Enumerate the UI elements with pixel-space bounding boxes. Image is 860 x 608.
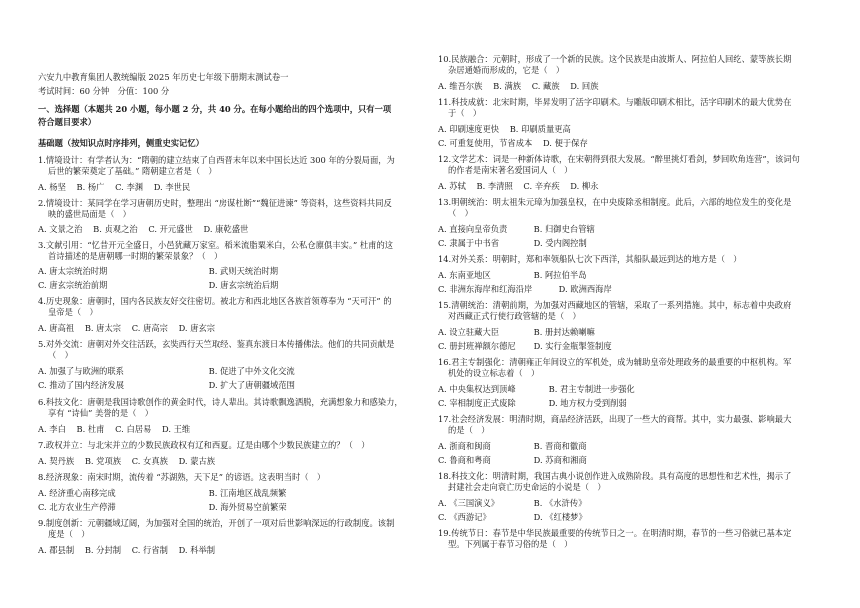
option-row	[438, 512, 828, 523]
question-stem: 机处的设立标志着（ ）	[448, 368, 540, 378]
option-row	[438, 138, 828, 149]
option[interactable]: A. 设立驻藏大臣	[438, 327, 500, 337]
question-stem: 1.情境设计：有学者认为：“隋朝的建立结束了自西晋末年以来中国长达近 300 年的分裂局面，为	[38, 155, 395, 165]
question-stem: （ ）	[448, 208, 473, 218]
option-row	[38, 424, 428, 435]
option-row	[38, 224, 428, 235]
question-stem: 4.历史现象：唐朝时，国内各民族友好交往密切。被北方和西北地区各族首领尊奉为 “天可汗” 的	[38, 296, 392, 306]
question-stem: 于（ ）	[448, 108, 482, 118]
option[interactable]: C. 女真族	[131, 456, 168, 466]
option[interactable]: B. 君主专制进一步强化	[548, 384, 635, 394]
option[interactable]: D. 实行金瓶掣签制度	[533, 341, 612, 351]
option-row	[438, 384, 828, 395]
question-stem: 2.情境设计：某同学在学习唐朝历史时，整理出 “房谋杜断”“魏征进谏” 等资料，这些资料共同反	[38, 198, 392, 208]
option[interactable]: D. 柳永	[570, 181, 599, 191]
option[interactable]: D. 《红楼梦》	[533, 512, 587, 522]
option[interactable]: C. 藏族	[531, 81, 560, 91]
option-row	[438, 181, 828, 192]
option[interactable]: C. 鲁商和粤商	[438, 455, 491, 465]
option[interactable]: A. 浙商和闽商	[438, 441, 491, 451]
option[interactable]: A. 唐高祖	[38, 323, 75, 333]
question-stem: 19.传统节日：春节是中华民族最重要的传统节日之一。在明清时期，春节的一些习俗就已基本定	[438, 528, 792, 538]
option[interactable]: B. 唐太宗	[84, 323, 122, 333]
question-stem: 3.文献引用：“忆昔开元全盛日，小邑犹藏万家室。稻米流脂粟米白，公私仓廪俱丰实。” 杜甫的这	[38, 240, 394, 250]
option-row	[38, 545, 428, 556]
option[interactable]: B. 促进了中外文化交流	[208, 366, 295, 376]
subsection-heading: 基础题（按知识点时序排列，侧重史实记忆）	[38, 138, 204, 148]
option[interactable]: B. 李清照	[476, 181, 513, 191]
option[interactable]: A. 李白	[38, 424, 66, 434]
option[interactable]: A. 文景之治	[38, 224, 83, 234]
option[interactable]: C. 北方农业生产停滞	[38, 502, 116, 512]
option[interactable]: C. 李渊	[115, 182, 144, 192]
option[interactable]: D. 受内阁控制	[533, 238, 587, 248]
option[interactable]: D. 李世民	[153, 182, 191, 192]
option-row	[438, 284, 828, 295]
option-row	[38, 323, 428, 334]
question-stem: 13.明朝统治：明太祖朱元璋为加强皇权，在中央废除丞相制度。此后，六部的地位发生的变化是	[438, 197, 792, 207]
question-stem: 15.清朝统治：清朝前期，为加强对西藏地区的管辖，采取了一系列措施。其中，标志着中央政府	[438, 300, 792, 310]
question-stem: （ ）	[48, 350, 73, 360]
option[interactable]: B. 晋商和徽商	[533, 441, 587, 451]
option-row	[38, 488, 428, 499]
option[interactable]: C. 辛弃疾	[523, 181, 560, 191]
option[interactable]: C. 隶属于中书省	[438, 238, 500, 248]
option[interactable]: B. 贞观之治	[93, 224, 138, 234]
option-row	[438, 441, 828, 452]
option[interactable]: C. 开元盛世	[148, 224, 193, 234]
option[interactable]: B. 印刷质量更高	[509, 124, 571, 134]
option[interactable]: A. 契丹族	[38, 456, 75, 466]
option[interactable]: A. 经济重心南移完成	[38, 488, 116, 498]
question-stem: 首诗描述的是唐朝哪一时期的繁荣景象？（ ）	[48, 251, 223, 261]
question-stem: 皇帝是（ ）	[48, 307, 98, 317]
option-row	[438, 238, 828, 249]
question-stem: 度是（ ）	[48, 529, 90, 539]
option[interactable]: C. 唐玄宗统治前期	[38, 280, 108, 290]
option-row	[438, 398, 828, 409]
option-row	[438, 270, 828, 281]
option[interactable]: B. 武则天统治时期	[208, 266, 279, 276]
option[interactable]: B. 满族	[493, 81, 522, 91]
option[interactable]: D. 苏商和湘商	[533, 455, 587, 465]
option[interactable]: A. 杨坚	[38, 182, 66, 192]
option[interactable]: C. 《西游记》	[438, 512, 491, 522]
question-stem: 16.君主专制强化：清朝雍正年间设立的军机处，成为辅助皇帝处理政务的最重要的中枢机构。军	[438, 357, 792, 367]
option[interactable]: A. 《三国演义》	[438, 498, 500, 508]
question-stem: 后世的繁荣奠定了基础。” 隋朝建立者是（ ）	[48, 166, 217, 176]
option-row	[38, 266, 428, 277]
question-stem: 8.经济现象：南宋时期，流传着 “苏湖熟，天下足” 的谚语。这表明当时（ ）	[38, 472, 326, 482]
option[interactable]: A. 东南亚地区	[438, 270, 491, 280]
option[interactable]: B. 分封制	[84, 545, 122, 555]
option[interactable]: A. 唐太宗统治时期	[38, 266, 108, 276]
question-stem: 12.文学艺术：词是一种新体诗歌，在宋朝得到很大发展。“醉里挑灯看剑，梦回吹角连营”，该词句	[438, 154, 800, 164]
option[interactable]: B. 杜甫	[76, 424, 105, 434]
option[interactable]: D. 唐玄宗统治后期	[208, 280, 279, 290]
option[interactable]: C. 册封班禅额尔德尼	[438, 341, 516, 351]
option-row	[438, 81, 828, 92]
option-row	[38, 380, 428, 391]
question-stem: 的是（ ）	[448, 425, 490, 435]
option[interactable]: B. 归御史台管辖	[533, 224, 595, 234]
option[interactable]: D. 便于保存	[542, 138, 588, 148]
option[interactable]: A. 印刷速度更快	[438, 124, 500, 134]
option[interactable]: D. 唐玄宗	[178, 323, 216, 333]
option[interactable]: D. 科举制	[178, 545, 216, 555]
exam-title: 六安九中教育集团人教统编版 2025 年历史七年级下册期末测试卷一	[38, 72, 289, 82]
option[interactable]: D. 王维	[161, 424, 191, 434]
option[interactable]: C. 宰相制度正式废除	[438, 398, 516, 408]
option-row	[38, 502, 428, 513]
option[interactable]: D. 回族	[570, 81, 599, 91]
option[interactable]: C. 可重复使用，节省成本	[438, 138, 533, 148]
option-row	[438, 327, 828, 338]
option[interactable]: C. 行省制	[131, 545, 168, 555]
option[interactable]: B. 阿拉伯半岛	[533, 270, 587, 280]
option[interactable]: A. 中央集权达到顶峰	[438, 384, 516, 394]
question-stem: 6.科技文化：唐朝是我国诗歌创作的黄金时代，诗人辈出。其诗歌飘逸洒脱，充满想象力和感染力，	[38, 397, 403, 407]
section-heading-line: 一、选择题（本题共 20 小题，每小题 2 分，共 40 分。在每小题给出的四个选项中，只有一项	[38, 104, 392, 114]
question-stem: 享有 “诗仙” 美誉的是（ ）	[48, 408, 154, 418]
option[interactable]: A. 直接向皇帝负责	[438, 224, 508, 234]
option[interactable]: A. 郡县制	[38, 545, 75, 555]
option[interactable]: D. 蒙古族	[178, 456, 216, 466]
option[interactable]: B. 册封达赖喇嘛	[533, 327, 595, 337]
option[interactable]: D. 海外贸易空前繁荣	[208, 502, 287, 512]
option-row	[38, 280, 428, 291]
option[interactable]: B. 《水浒传》	[533, 498, 587, 508]
option[interactable]: D. 地方权力受到削弱	[548, 398, 627, 408]
option-row	[438, 124, 828, 135]
option[interactable]: A. 苏轼	[438, 181, 466, 191]
question-stem: 17.社会经济发展：明清时期，商品经济活跃，出现了一些大的商帮。其中，实力最强、影响最大	[438, 414, 792, 424]
question-stem: 10.民族融合：元朝时，形成了一个新的民族。这个民族是由波斯人、阿拉伯人回纥、蒙等族长期	[438, 54, 792, 64]
option-row	[438, 341, 828, 352]
question-stem: 7.政权并立：与北宋并立的少数民族政权有辽和西夏。辽是由哪个少数民族建立的？（ ）	[38, 440, 370, 450]
option[interactable]: A. 维吾尔族	[438, 81, 483, 91]
option[interactable]: C. 白居易	[115, 424, 152, 434]
option[interactable]: D. 康乾盛世	[203, 224, 249, 234]
question-stem: 14.对外关系：明朝时，郑和率领船队七次下西洋，其船队最远到达的地方是（ ）	[438, 254, 742, 264]
option[interactable]: B. 杨广	[76, 182, 105, 192]
question-stem: 映的盛世局面是（ ）	[48, 209, 131, 219]
section-heading-line: 符合题目要求）	[38, 117, 97, 127]
question-stem: 型。下列属于春节习俗的是（ ）	[448, 539, 573, 549]
option[interactable]: D. 扩大了唐朝疆域范围	[208, 380, 295, 390]
option[interactable]: C. 唐高宗	[131, 323, 168, 333]
option-row	[438, 224, 828, 235]
option[interactable]: B. 江南地区战乱频繁	[208, 488, 287, 498]
option-row	[38, 456, 428, 467]
question-stem: 18.科技文化：明清时期，我国古典小说创作进入成熟阶段。具有高度的思想性和艺术性，揭示了	[438, 471, 792, 481]
option-row	[438, 455, 828, 466]
question-stem: 的作者是南宋著名爱国词人（ ）	[448, 165, 573, 175]
option[interactable]: C. 非洲东海岸和红海沿岸	[438, 284, 533, 294]
option[interactable]: B. 党项族	[84, 456, 122, 466]
question-stem: 5.对外交流：唐朝对外交往活跃，玄奘西行天竺取经、鉴真东渡日本传播佛法。他们的共同贡献是	[38, 339, 395, 349]
option-row	[38, 366, 428, 377]
question-stem: 杂居通婚而形成的，它是（ ）	[448, 65, 565, 75]
question-stem: 11.科技成就：北宋时期，毕昇发明了活字印刷术。与雕版印刷术相比，活字印刷术的最大优势在	[438, 97, 792, 107]
option[interactable]: A. 加强了与欧洲的联系	[38, 366, 124, 376]
option-row	[38, 182, 428, 193]
question-stem: 封建社会走向衰亡历史命运的小说是（ ）	[448, 482, 606, 492]
question-stem: 9.制度创新：元朝疆域辽阔，为加强对全国的统治，开创了一项对后世影响深远的行政制度。该制	[38, 518, 395, 528]
question-stem: 对西藏正式行使行政管辖的是（ ）	[448, 311, 581, 321]
exam-info: 考试时间：60 分钟 分值：100 分	[38, 86, 170, 96]
option-row	[438, 498, 828, 509]
option[interactable]: D. 欧洲西海岸	[558, 284, 612, 294]
option[interactable]: C. 推动了国内经济发展	[38, 380, 124, 390]
